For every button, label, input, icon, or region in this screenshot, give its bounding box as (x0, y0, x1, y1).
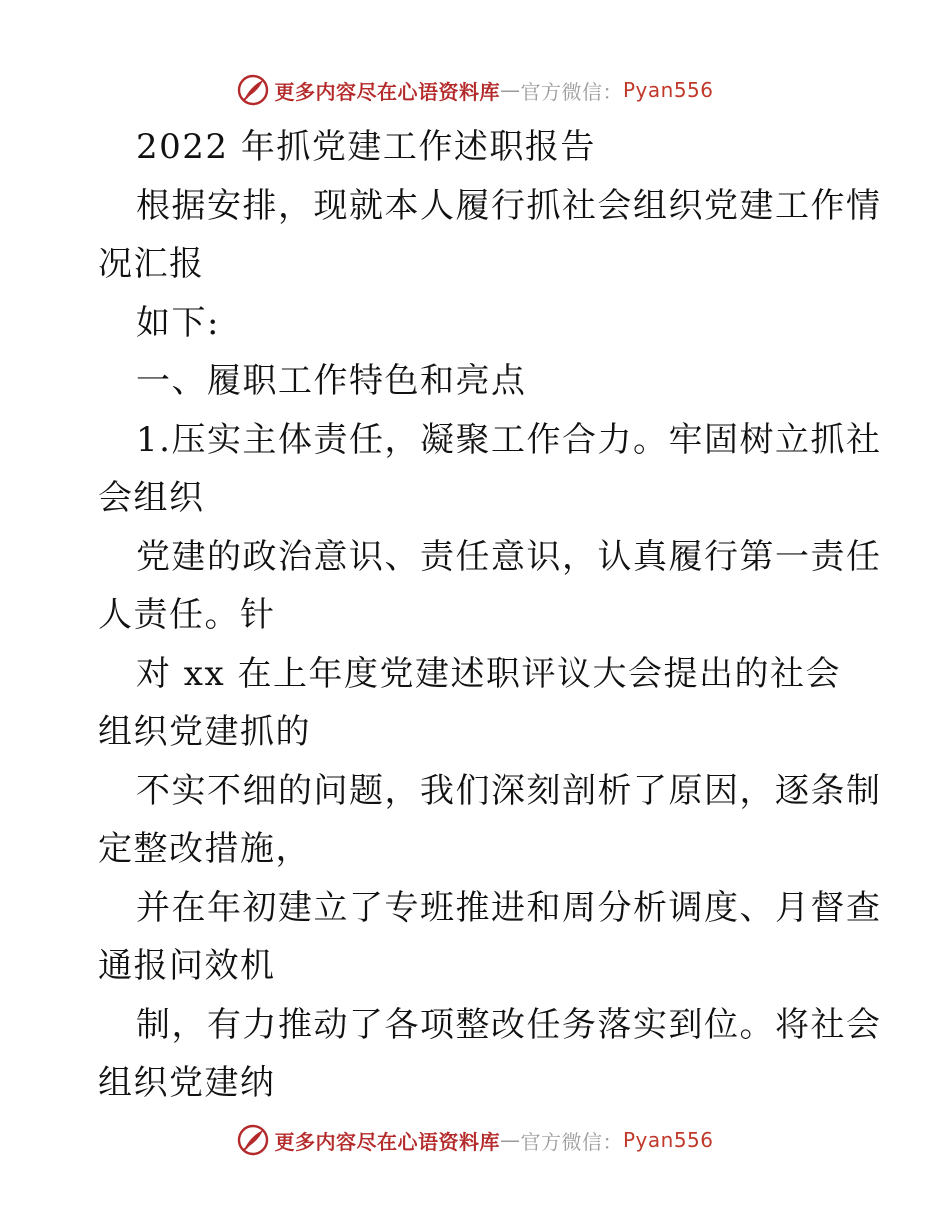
document-line: 制，有力推动了各项整改任务落实到位。将社会 (136, 1004, 882, 1045)
document-line: 组织党建纳 (98, 1063, 276, 1103)
header-banner-label: 官方微信： (520, 79, 623, 104)
footer-banner-text (274, 1126, 713, 1155)
document-line: 不实不细的问题，我们深刻剖析了原因，逐条制 (136, 770, 882, 811)
document-line: 会组织 (98, 478, 205, 518)
document-line: 如下: (136, 302, 220, 343)
header-banner[interactable] (0, 70, 950, 110)
document-line: 人责任。针 (98, 595, 276, 635)
document-line: 根据安排，现就本人履行抓社会组织党建工作情 (136, 185, 882, 226)
footer-banner-account: Pyan556 (622, 1128, 714, 1152)
document-line: 党建的政治意识、责任意识，认真履行第一责任 (136, 536, 882, 577)
header-banner-account: Pyan556 (622, 78, 714, 102)
document-body (98, 118, 882, 1113)
document-line: 一、履职工作特色和亮点 (136, 361, 527, 401)
header-banner-text (274, 76, 713, 105)
footer-banner-label: 官方微信： (520, 1129, 623, 1154)
document-line: 通报问效机 (98, 946, 276, 986)
footer-banner-main-text: 更多内容尽在心语资料库 (274, 1129, 500, 1154)
header-banner-separator: — (499, 78, 521, 102)
document-line: 定整改措施， (98, 829, 311, 869)
feather-pen-logo-icon (236, 1123, 270, 1157)
feather-pen-logo-icon (236, 73, 270, 107)
document-line: 组织党建抓的 (98, 712, 311, 752)
document-line: 况汇报 (98, 244, 205, 284)
footer-banner-separator: — (499, 1128, 521, 1152)
footer-banner[interactable] (0, 1120, 950, 1160)
header-banner-main-text: 更多内容尽在心语资料库 (274, 79, 500, 104)
document-line: 2022 年抓党建工作述职报告 (136, 127, 596, 167)
document-line: 对 xx 在上年度党建述职评议大会提出的社会 (136, 653, 841, 694)
document-line: 并在年初建立了专班推进和周分析调度、月督查 (136, 887, 882, 928)
document-line: 1.压实主体责任，凝聚工作合力。牢固树立抓社 (136, 419, 882, 460)
